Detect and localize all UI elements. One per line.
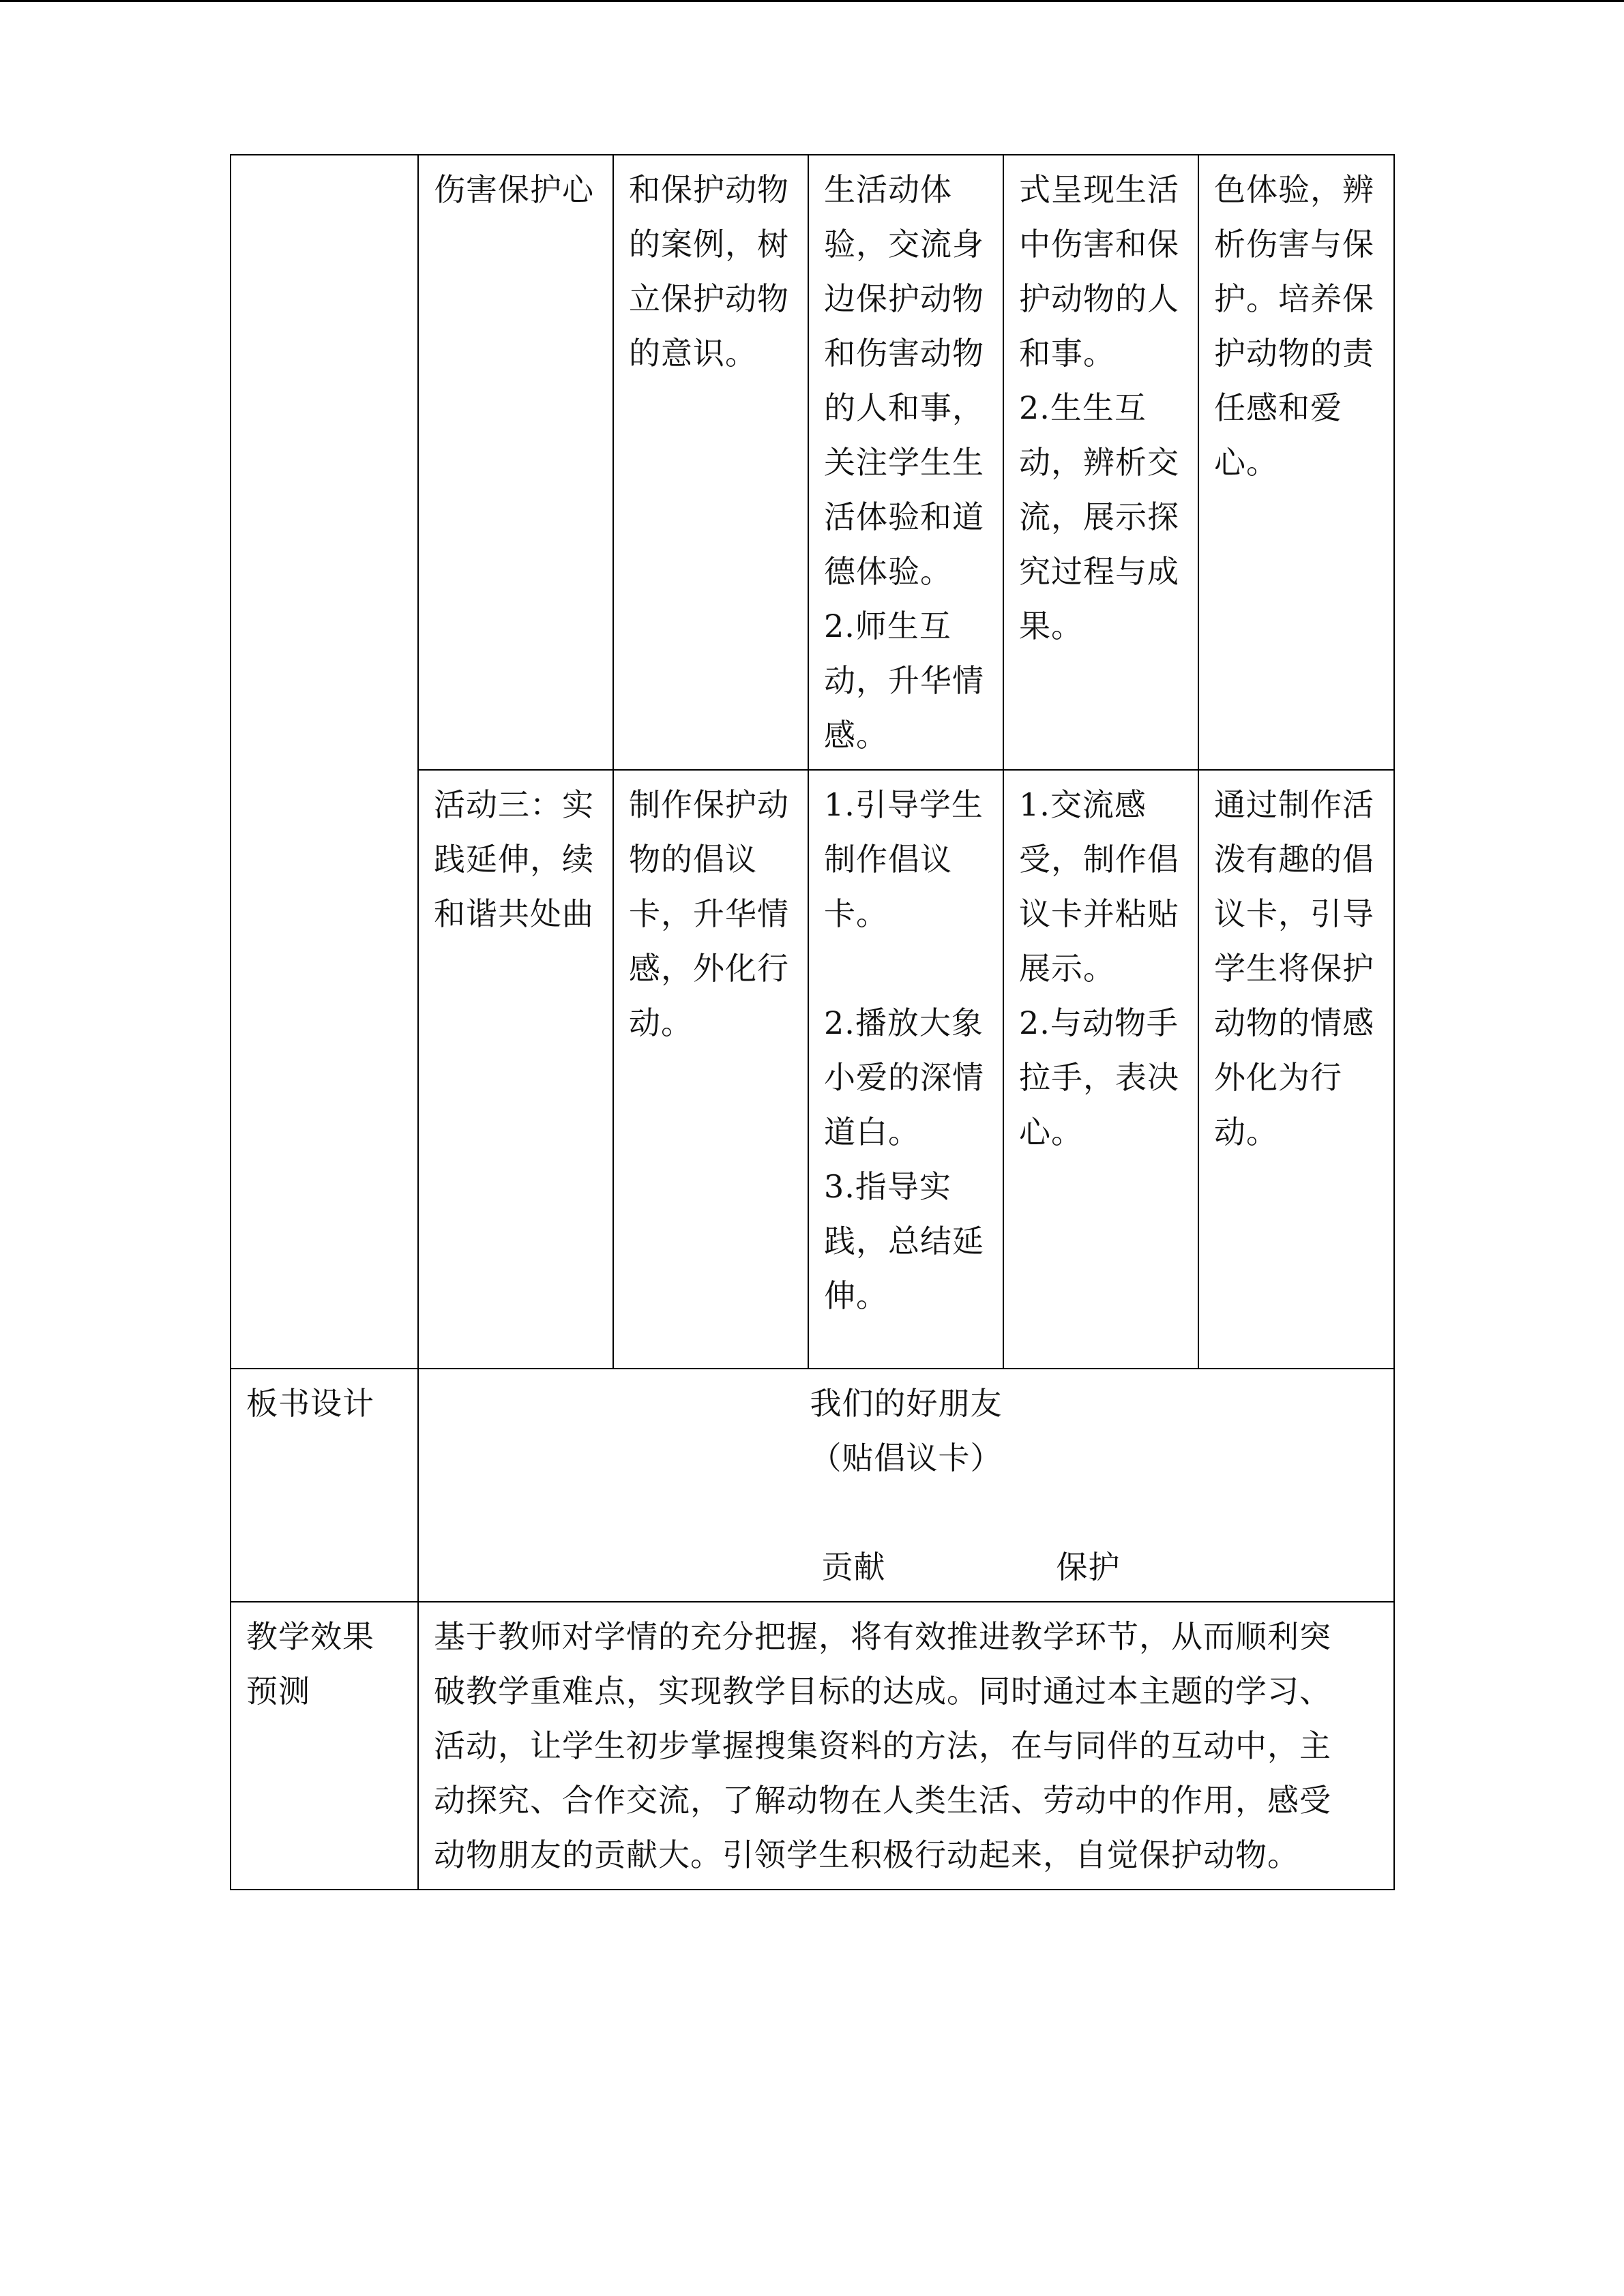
text-line: 果。 [1019, 608, 1083, 644]
text-line: 践，总结延 [824, 1223, 984, 1259]
text-line: 和保护动物 [629, 171, 789, 208]
text-line: 动。 [629, 1004, 693, 1041]
paragraph-gap [824, 941, 988, 996]
effect-label-line: 预测 [246, 1673, 310, 1710]
text-line: 活动三：实 [434, 786, 594, 823]
text-line: 2.播放大象 [824, 1004, 984, 1041]
text-line: 感，外化行 [629, 950, 789, 987]
stage-cell-empty [231, 155, 418, 1369]
text-line: 立保护动物 [629, 280, 789, 317]
effect-label-cell [231, 1602, 418, 1890]
text-line: 任感和爱 [1214, 389, 1342, 426]
text-line: 议卡，引导 [1214, 895, 1374, 932]
text-line: 伸。 [824, 1277, 888, 1314]
teacher-activity-cell [808, 770, 1003, 1369]
text-line: 护动物的责 [1214, 335, 1374, 372]
goal-cell [613, 155, 808, 770]
text-line: 拉手，表决 [1019, 1059, 1179, 1096]
board-design-content-cell [418, 1369, 1394, 1602]
text-line: 验，交流身 [824, 226, 984, 263]
text-line: 感。 [824, 717, 888, 754]
effect-label-line: 教学效果 [246, 1618, 374, 1655]
text-line: 关注学生生 [824, 444, 984, 481]
text-line: 物的倡议 [629, 841, 757, 878]
text-line: 生活动体 [824, 171, 952, 208]
page-top-border [0, 0, 1624, 2]
text-line: 德体验。 [824, 553, 952, 590]
text-line: 的案例，树 [629, 226, 789, 263]
text-line: 活体验和道 [824, 498, 984, 535]
activity-cell [418, 155, 613, 770]
text-line: 动，升华情 [824, 662, 984, 699]
board-design-label-cell [231, 1369, 418, 1602]
text-line: 制作保护动 [629, 786, 789, 823]
effect-content-cell [418, 1602, 1394, 1890]
goal-cell [613, 770, 808, 1369]
text-line: 2.生生互 [1019, 389, 1147, 426]
text-line: 和谐共处曲 [434, 895, 594, 932]
board-design-label: 板书设计 [246, 1385, 374, 1422]
teacher-activity-cell [808, 155, 1003, 770]
effect-text-line: 活动，让学生初步掌握搜集资料的方法，在与同伴的互动中，主 [434, 1727, 1331, 1764]
table-row-board-design [231, 1369, 1394, 1602]
text-line: 析伤害与保 [1214, 226, 1374, 263]
text-line: 究过程与成 [1019, 553, 1179, 590]
effect-text-line: 动探究、合作交流，了解动物在人类生活、劳动中的作用，感受 [434, 1782, 1331, 1819]
board-title: 我们的好朋友 [810, 1385, 1003, 1422]
board-spacer [434, 1485, 1378, 1540]
text-line: 1.引导学生 [824, 786, 984, 823]
text-line: 边保护动物 [824, 280, 984, 317]
effect-text-line: 破教学重难点，实现教学目标的达成。同时通过本主题的学习、 [434, 1673, 1331, 1710]
text-line: 动，辨析交 [1019, 444, 1179, 481]
text-line: 受，制作倡 [1019, 841, 1179, 878]
text-line: 道白。 [824, 1114, 920, 1150]
text-line: 色体验，辨 [1214, 171, 1374, 208]
text-line: 伤害保护心 [434, 171, 594, 208]
text-line: 中伤害和保 [1019, 226, 1179, 263]
text-line: 议卡并粘贴 [1019, 895, 1179, 932]
design-intent-cell [1198, 770, 1394, 1369]
text-line: 式呈现生活 [1019, 171, 1179, 208]
activity-cell [418, 770, 613, 1369]
board-keywords: 贡献 保护 [821, 1549, 1121, 1585]
text-line: 2.与动物手 [1019, 1004, 1179, 1041]
text-line: 1.交流感 [1019, 786, 1147, 823]
text-line: 心。 [1214, 444, 1278, 481]
effect-text-line: 基于教师对学情的充分把握，将有效推进教学环节，从而顺利突 [434, 1618, 1331, 1655]
lesson-plan-table [230, 154, 1395, 1890]
table-row-activity-two-continued [231, 155, 1394, 770]
text-line: 心。 [1019, 1114, 1083, 1150]
text-line: 和伤害动物 [824, 335, 984, 372]
text-line: 通过制作活 [1214, 786, 1374, 823]
text-line: 的人和事， [824, 389, 984, 426]
table-row-effect-prediction [231, 1602, 1394, 1890]
text-line: 学生将保护 [1214, 950, 1374, 987]
text-line: 展示。 [1019, 950, 1115, 987]
text-line: 制作倡议 [824, 841, 952, 878]
text-line: 的意识。 [629, 335, 757, 372]
student-activity-cell [1003, 155, 1198, 770]
text-line: 践延伸，续 [434, 841, 594, 878]
board-subtitle: （贴倡议卡） [810, 1440, 1003, 1476]
text-line: 小爱的深情 [824, 1059, 984, 1096]
text-line: 和事。 [1019, 335, 1115, 372]
text-line: 泼有趣的倡 [1214, 841, 1374, 878]
effect-text-line: 动物朋友的贡献大。引领学生积极行动起来，自觉保护动物。 [434, 1836, 1299, 1873]
text-line: 护。培养保 [1214, 280, 1374, 317]
text-line: 2.师生互 [824, 608, 951, 644]
text-line: 动物的情感 [1214, 1004, 1374, 1041]
text-line: 3.指导实 [824, 1168, 951, 1205]
text-line: 卡。 [824, 895, 888, 932]
text-line: 外化为行 [1214, 1059, 1342, 1096]
text-line: 动。 [1214, 1114, 1278, 1150]
design-intent-cell [1198, 155, 1394, 770]
student-activity-cell [1003, 770, 1198, 1369]
text-line: 卡，升华情 [629, 895, 789, 932]
text-line: 流，展示探 [1019, 498, 1179, 535]
text-line: 护动物的人 [1019, 280, 1179, 317]
